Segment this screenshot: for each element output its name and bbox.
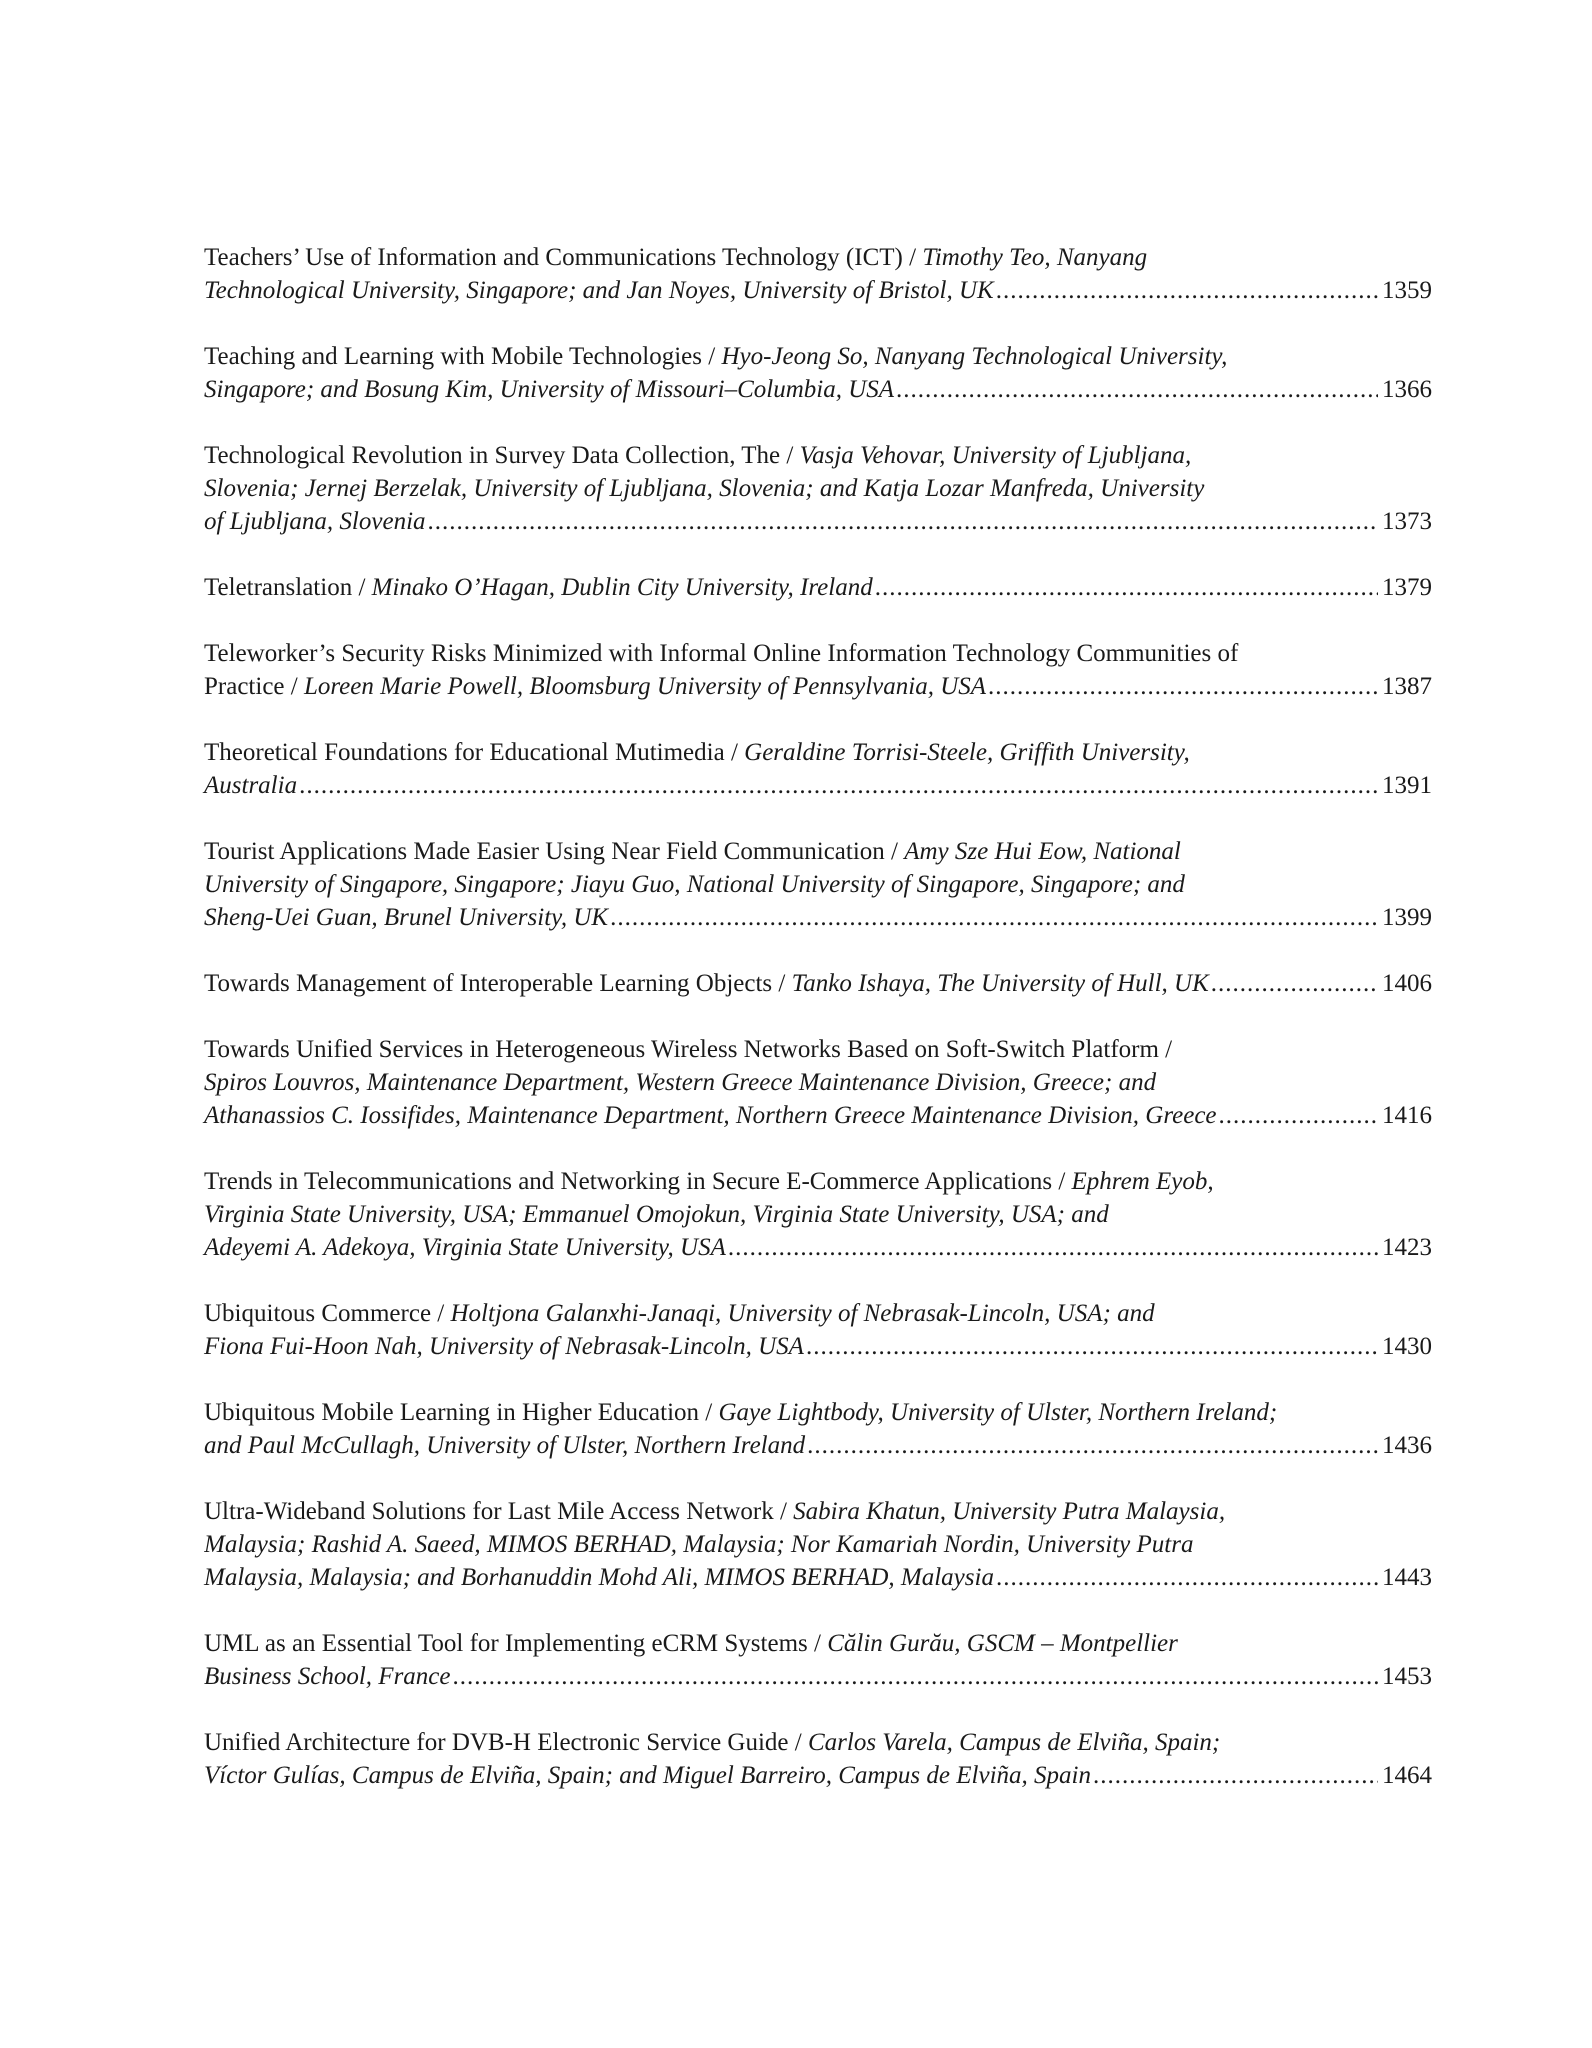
dot-leader	[610, 901, 1378, 934]
entry-line	[204, 835, 1432, 868]
entry-authors: Slovenia; Jernej Berzelak, University of Ljubljana, Slovenia; and Katja Lozar Manfreda, University	[204, 475, 1205, 502]
entry-line-final	[204, 670, 1432, 703]
entry-authors: Virginia State University, USA; Emmanuel Omojokun, Virginia State University, USA; and	[204, 1201, 1109, 1228]
entry-line	[204, 1495, 1432, 1528]
page-number: 1443	[1382, 1564, 1432, 1591]
entry-line	[204, 1297, 1432, 1330]
entry-authors: Sheng-Uei Guan, Brunel University, UK	[204, 904, 609, 931]
entry-line-final	[204, 505, 1432, 538]
entry-title: Technological Revolution in Survey Data Collection, The /	[204, 442, 800, 469]
entry-line-final	[204, 274, 1432, 307]
toc-entry[interactable]	[204, 835, 1432, 934]
entry-title: Ubiquitous Mobile Learning in Higher Education /	[204, 1399, 719, 1426]
page-number: 1430	[1382, 1333, 1432, 1360]
entry-title: Tourist Applications Made Easier Using Near Field Communication /	[204, 838, 905, 865]
entry-line	[204, 340, 1432, 373]
entry-line-final	[204, 1429, 1432, 1462]
page-number: 1379	[1382, 574, 1432, 601]
dot-leader	[988, 670, 1378, 703]
entry-line	[204, 1726, 1432, 1759]
entry-line-final	[204, 1099, 1432, 1132]
page-number: 1453	[1382, 1663, 1432, 1690]
toc-entry[interactable]	[204, 1033, 1432, 1132]
entry-line-final	[204, 1561, 1432, 1594]
toc-entry[interactable]	[204, 571, 1432, 604]
entry-authors: Holtjona Galanxhi-Janaqi, University of Nebrasak-Lincoln, USA; and	[450, 1300, 1155, 1327]
entry-authors: and Paul McCullagh, University of Ulster, Northern Ireland	[204, 1432, 806, 1459]
toc-entry[interactable]	[204, 637, 1432, 703]
dot-leader	[806, 1330, 1378, 1363]
entry-title: Unified Architecture for DVB-H Electronic Service Guide /	[204, 1729, 808, 1756]
page-number: 1387	[1382, 673, 1432, 700]
entry-line-final	[204, 967, 1432, 1000]
entry-authors: Minako O’Hagan, Dublin City University, Ireland	[371, 574, 873, 601]
page-number: 1416	[1382, 1102, 1432, 1129]
toc-entry[interactable]	[204, 1396, 1432, 1462]
entry-authors: Amy Sze Hui Eow, National	[904, 838, 1181, 865]
entry-authors: of Ljubljana, Slovenia	[204, 508, 426, 535]
entry-line	[204, 1627, 1432, 1660]
toc-entry[interactable]	[204, 340, 1432, 406]
page-number: 1406	[1382, 970, 1432, 997]
entry-line-final	[204, 1330, 1432, 1363]
entry-authors: Tanko Ishaya, The University of Hull, UK	[791, 970, 1209, 997]
entry-title: Trends in Telecommunications and Networking in Secure E-Commerce Applications /	[204, 1168, 1072, 1195]
toc-entry[interactable]	[204, 736, 1432, 802]
dot-leader	[996, 274, 1378, 307]
entry-line	[204, 637, 1432, 670]
dot-leader	[299, 769, 1378, 802]
entry-line	[204, 1033, 1432, 1066]
toc-entry[interactable]	[204, 1726, 1432, 1792]
entry-authors: Geraldine Torrisi-Steele, Griffith University,	[744, 739, 1190, 766]
page-number: 1423	[1382, 1234, 1432, 1261]
entry-line-final	[204, 1231, 1432, 1264]
entry-authors: Vasja Vehovar, University of Ljubljana,	[799, 442, 1192, 469]
entry-line	[204, 868, 1432, 901]
toc-entry[interactable]	[204, 967, 1432, 1000]
entry-title: Theoretical Foundations for Educational Mutimedia /	[204, 739, 745, 766]
entry-title: Teaching and Learning with Mobile Technologies /	[204, 343, 722, 370]
dot-leader	[996, 1561, 1378, 1594]
entry-line-final	[204, 1759, 1432, 1792]
table-of-contents	[204, 241, 1432, 1825]
page-number: 1366	[1382, 376, 1432, 403]
entry-authors: Singapore; and Bosung Kim, University of Missouri–Columbia, USA	[204, 376, 895, 403]
entry-authors: Malaysia; Rashid A. Saeed, MIMOS BERHAD, Malaysia; Nor Kamariah Nordin, University Putra	[204, 1531, 1194, 1558]
entry-authors: Adeyemi A. Adekoya, Virginia State University, USA	[204, 1234, 726, 1261]
toc-entry[interactable]	[204, 1165, 1432, 1264]
entry-authors: University of Singapore, Singapore; Jiayu Guo, National University of Singapore, Singapore; and	[204, 871, 1185, 898]
entry-line	[204, 472, 1432, 505]
entry-line-final	[204, 571, 1432, 604]
page-number: 1436	[1382, 1432, 1432, 1459]
entry-authors: Technological University, Singapore; and Jan Noyes, University of Bristol, UK	[204, 277, 994, 304]
entry-line-final	[204, 1660, 1432, 1693]
dot-leader	[1211, 967, 1378, 1000]
entry-line-final	[204, 901, 1432, 934]
entry-title: Ultra-Wideband Solutions for Last Mile Access Network /	[204, 1498, 794, 1525]
dot-leader	[875, 571, 1378, 604]
entry-authors: Fiona Fui-Hoon Nah, University of Nebrasak-Lincoln, USA	[204, 1333, 804, 1360]
page-number: 1373	[1382, 508, 1432, 535]
entry-line	[204, 736, 1432, 769]
dot-leader	[1093, 1759, 1378, 1792]
entry-title: Teletranslation /	[204, 574, 372, 601]
entry-authors: Spiros Louvros, Maintenance Department, Western Greece Maintenance Division, Greece; and	[204, 1069, 1157, 1096]
entry-authors: Timothy Teo, Nanyang	[922, 244, 1148, 271]
entry-title: Teachers’ Use of Information and Communications Technology (ICT) /	[204, 244, 923, 271]
entry-line	[204, 1198, 1432, 1231]
entry-line-final	[204, 769, 1432, 802]
entry-title: Practice /	[204, 673, 304, 700]
dot-leader	[728, 1231, 1378, 1264]
entry-line	[204, 1396, 1432, 1429]
entry-authors: Călin Gurău, GSCM – Montpellier	[827, 1630, 1178, 1657]
entry-title: Towards Management of Interoperable Learning Objects /	[204, 970, 792, 997]
entry-authors: Carlos Varela, Campus de Elviña, Spain;	[807, 1729, 1221, 1756]
toc-entry[interactable]	[204, 1297, 1432, 1363]
entry-line	[204, 439, 1432, 472]
entry-authors: Malaysia, Malaysia; and Borhanuddin Mohd Ali, MIMOS BERHAD, Malaysia	[204, 1564, 994, 1591]
entry-line	[204, 241, 1432, 274]
entry-line	[204, 1165, 1432, 1198]
entry-authors: Australia	[204, 772, 298, 799]
entry-authors: Business School, France	[204, 1663, 451, 1690]
dot-leader	[428, 505, 1378, 538]
page-number: 1359	[1382, 277, 1432, 304]
entry-authors: Víctor Gulías, Campus de Elviña, Spain; and Miguel Barreiro, Campus de Elviña, Spain	[204, 1762, 1091, 1789]
page-number: 1391	[1382, 772, 1432, 799]
page-number: 1464	[1382, 1762, 1432, 1789]
toc-entry[interactable]	[204, 1495, 1432, 1594]
entry-line-final	[204, 373, 1432, 406]
entry-title: Teleworker’s Security Risks Minimized with Informal Online Information Technology Communities of	[204, 640, 1239, 667]
toc-entry[interactable]	[204, 1627, 1432, 1693]
entry-title: UML as an Essential Tool for Implementing eCRM Systems /	[204, 1630, 828, 1657]
entry-authors: Sabira Khatun, University Putra Malaysia,	[793, 1498, 1226, 1525]
entry-title: Towards Unified Services in Heterogeneous Wireless Networks Based on Soft-Switch Platform /	[204, 1036, 1173, 1063]
entry-authors: Hyo-Jeong So, Nanyang Technological University,	[721, 343, 1228, 370]
toc-entry[interactable]	[204, 241, 1432, 307]
entry-line	[204, 1066, 1432, 1099]
entry-authors: Ephrem Eyob,	[1071, 1168, 1214, 1195]
dot-leader	[452, 1660, 1378, 1693]
entry-authors: Athanassios C. Iossifides, Maintenance Department, Northern Greece Maintenance Division, Greece	[204, 1102, 1217, 1129]
page-number: 1399	[1382, 904, 1432, 931]
entry-title: Ubiquitous Commerce /	[204, 1300, 451, 1327]
entry-authors: Loreen Marie Powell, Bloomsburg University of Pennsylvania, USA	[303, 673, 987, 700]
dot-leader	[807, 1429, 1378, 1462]
dot-leader	[896, 373, 1378, 406]
dot-leader	[1219, 1099, 1378, 1132]
toc-entry[interactable]	[204, 439, 1432, 538]
entry-line	[204, 1528, 1432, 1561]
entry-authors: Gaye Lightbody, University of Ulster, Northern Ireland;	[718, 1399, 1278, 1426]
